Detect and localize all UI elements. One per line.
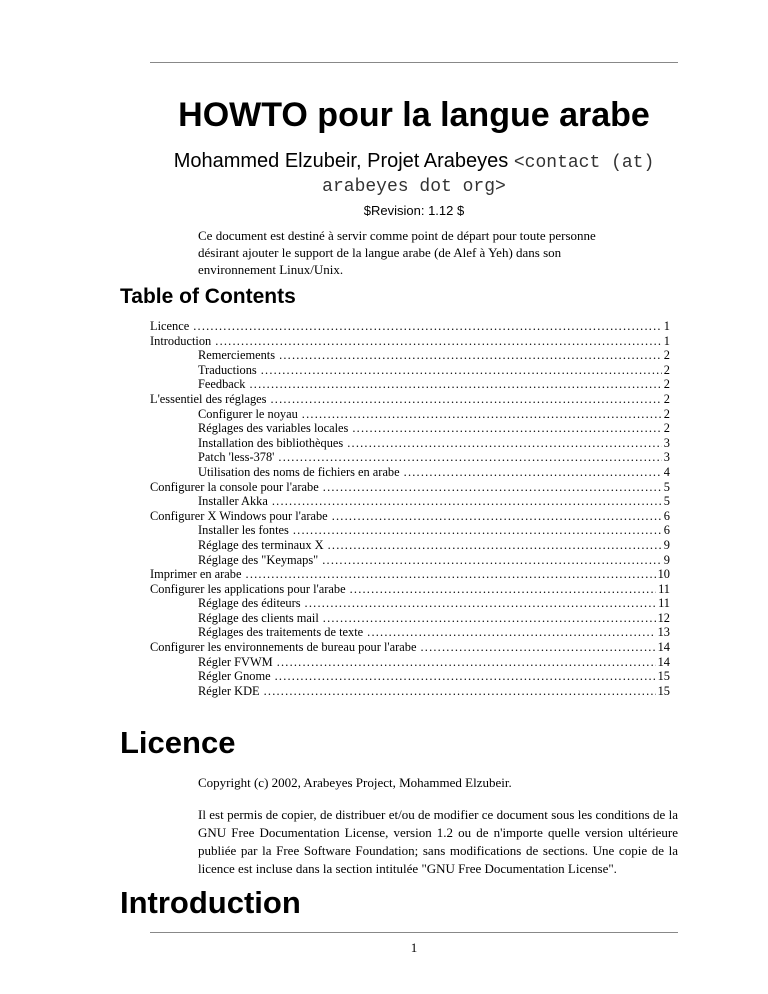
toc-entry-page: 2 bbox=[663, 377, 670, 392]
dot-leader bbox=[367, 625, 655, 640]
dot-leader bbox=[279, 348, 662, 363]
toc-entry[interactable] bbox=[150, 494, 670, 509]
toc-entry-label[interactable]: Imprimer en arabe bbox=[150, 567, 242, 582]
toc-entry[interactable] bbox=[150, 596, 670, 611]
toc-entry-page: 15 bbox=[657, 669, 670, 684]
toc-entry[interactable] bbox=[150, 582, 670, 597]
toc-entry-page: 5 bbox=[663, 494, 670, 509]
toc-entry-label[interactable]: Réglage des clients mail bbox=[198, 610, 319, 625]
toc-entry-label[interactable]: Réglages des traitements de texte bbox=[198, 625, 364, 640]
dot-leader bbox=[261, 363, 662, 378]
toc-entry[interactable] bbox=[150, 523, 670, 538]
revision: $Revision: 1.12 $ bbox=[363, 203, 465, 218]
toc-entry-page: 11 bbox=[658, 581, 670, 596]
toc-entry-page: 2 bbox=[663, 362, 670, 377]
toc-entry-page: 12 bbox=[657, 610, 670, 625]
author-name: Mohammed Elzubeir, Projet Arabeyes bbox=[173, 150, 509, 172]
toc-entry-page: 2 bbox=[663, 348, 670, 363]
toc-entry-page: 5 bbox=[663, 479, 670, 494]
bottom-rule bbox=[150, 932, 678, 933]
toc-entry[interactable] bbox=[150, 538, 670, 553]
dot-leader bbox=[264, 684, 656, 699]
dot-leader bbox=[322, 553, 662, 568]
toc-entry-label[interactable]: Remerciements bbox=[198, 348, 276, 363]
toc-entry[interactable] bbox=[150, 319, 670, 334]
abstract: Ce document est destiné à servir comme point de départ pour toute personne désirant ajouter le support de la langue arabe (de Alef à Yeh) dans son environnement Linux/Unix. bbox=[198, 228, 596, 277]
toc-entry-page: 6 bbox=[663, 508, 670, 523]
document-title: HOWTO pour la langue arabe bbox=[178, 96, 650, 134]
toc-entry-page: 9 bbox=[663, 537, 670, 552]
dot-leader bbox=[272, 494, 662, 509]
top-rule bbox=[150, 62, 678, 63]
dot-leader bbox=[323, 611, 656, 626]
toc-entry[interactable] bbox=[150, 450, 670, 465]
toc-entry[interactable] bbox=[150, 421, 670, 436]
toc-entry-label[interactable]: Configurer la console pour l'arabe bbox=[150, 479, 319, 494]
toc-entry-label[interactable]: Utilisation des noms de fichiers en arabe bbox=[198, 464, 400, 479]
toc-entry-page: 14 bbox=[657, 640, 670, 655]
toc-entry-page: 2 bbox=[663, 391, 670, 406]
toc-entry-page: 14 bbox=[657, 654, 670, 669]
dot-leader bbox=[277, 655, 656, 670]
toc-entry-label[interactable]: Traductions bbox=[198, 362, 257, 377]
introduction-heading: Introduction bbox=[120, 885, 301, 920]
toc-entry-page: 1 bbox=[663, 333, 670, 348]
toc-entry-label[interactable]: Réglage des éditeurs bbox=[198, 596, 301, 611]
toc-entry-label[interactable]: Régler KDE bbox=[198, 683, 260, 698]
toc-entry-page: 9 bbox=[663, 552, 670, 567]
dot-leader bbox=[328, 538, 662, 553]
toc-entry-page: 3 bbox=[663, 435, 670, 450]
toc-entry-label[interactable]: Réglages des variables locales bbox=[198, 421, 349, 436]
dot-leader bbox=[404, 465, 662, 480]
toc-entry[interactable] bbox=[150, 392, 670, 407]
toc-entry[interactable] bbox=[150, 553, 670, 568]
toc-entry[interactable] bbox=[150, 567, 670, 582]
toc-entry[interactable] bbox=[150, 407, 670, 422]
toc-entry-label[interactable]: Régler Gnome bbox=[198, 669, 271, 684]
toc-entry-label[interactable]: Installation des bibliothèques bbox=[198, 435, 344, 450]
toc-entry[interactable] bbox=[150, 611, 670, 626]
table-of-contents bbox=[150, 319, 670, 698]
dot-leader bbox=[420, 640, 655, 655]
toc-entry[interactable] bbox=[150, 436, 670, 451]
toc-entry-page: 2 bbox=[663, 421, 670, 436]
toc-entry-page: 3 bbox=[663, 450, 670, 465]
dot-leader bbox=[193, 319, 662, 334]
toc-entry[interactable] bbox=[150, 480, 670, 495]
toc-entry[interactable] bbox=[150, 509, 670, 524]
toc-entry-label[interactable]: Réglage des "Keymaps" bbox=[198, 552, 319, 567]
toc-entry[interactable] bbox=[150, 640, 670, 655]
toc-entry-page: 2 bbox=[663, 406, 670, 421]
toc-entry-label[interactable]: Installer les fontes bbox=[198, 523, 289, 538]
toc-entry[interactable] bbox=[150, 377, 670, 392]
toc-entry-page: 15 bbox=[657, 683, 670, 698]
dot-leader bbox=[278, 450, 661, 465]
toc-entry-page: 13 bbox=[657, 625, 670, 640]
dot-leader bbox=[275, 669, 656, 684]
dot-leader bbox=[332, 509, 662, 524]
toc-heading: Table of Contents bbox=[120, 285, 296, 308]
dot-leader bbox=[350, 582, 656, 597]
author-line bbox=[150, 150, 678, 198]
dot-leader bbox=[249, 377, 661, 392]
licence-heading: Licence bbox=[120, 725, 236, 760]
toc-entry-label[interactable]: Introduction bbox=[150, 333, 212, 348]
toc-entry[interactable] bbox=[150, 348, 670, 363]
author-email: <contact (at) arabeyes dot org> bbox=[322, 153, 655, 197]
toc-entry-page: 11 bbox=[658, 596, 670, 611]
toc-entry-label[interactable]: Configurer le noyau bbox=[198, 406, 298, 421]
header-block bbox=[0, 150, 768, 278]
toc-entry[interactable] bbox=[150, 334, 670, 349]
dot-leader bbox=[270, 392, 661, 407]
toc-entry-page: 6 bbox=[663, 523, 670, 538]
toc-entry-label[interactable]: Régler FVWM bbox=[198, 654, 273, 669]
dot-leader bbox=[347, 436, 662, 451]
page-number: 1 bbox=[410, 940, 418, 955]
toc-entry[interactable] bbox=[150, 684, 670, 699]
toc-entry-label[interactable]: Configurer X Windows pour l'arabe bbox=[150, 508, 328, 523]
toc-entry-label[interactable]: Patch 'less-378' bbox=[198, 450, 275, 465]
dot-leader bbox=[305, 596, 657, 611]
toc-entry[interactable] bbox=[150, 363, 670, 378]
toc-entry-page: 4 bbox=[663, 464, 670, 479]
toc-entry[interactable] bbox=[150, 625, 670, 640]
toc-entry-label[interactable]: Licence bbox=[150, 319, 190, 333]
toc-entry-label[interactable]: Feedback bbox=[198, 377, 246, 392]
licence-text: Il est permis de copier, de distribuer et/ou de modifier ce document sous les conditions de la GNU Free Documentation License, version 1.2 ou de n'importe quelle version ultérieure publiée par la Free Software Foundation; sans modifications de sections. Une copie de la licence est incluse dans la section intitulée "GNU Free Documentation License". bbox=[198, 807, 678, 876]
toc-entry-label[interactable]: Configurer les environnements de bureau pour l'arabe bbox=[150, 640, 417, 655]
toc-entry-label[interactable]: Configurer les applications pour l'arabe bbox=[150, 581, 346, 596]
toc-entry-label[interactable]: Installer Akka bbox=[198, 494, 268, 509]
dot-leader bbox=[352, 421, 661, 436]
toc-entry-label[interactable]: Réglage des terminaux X bbox=[198, 537, 324, 552]
dot-leader bbox=[323, 480, 662, 495]
toc-entry-page: 1 bbox=[663, 319, 670, 333]
toc-entry[interactable] bbox=[150, 669, 670, 684]
dot-leader bbox=[293, 523, 662, 538]
dot-leader bbox=[246, 567, 656, 582]
toc-entry-label[interactable]: L'essentiel des réglages bbox=[150, 391, 267, 406]
toc-entry-page: 10 bbox=[657, 567, 670, 582]
toc-entry[interactable] bbox=[150, 465, 670, 480]
dot-leader bbox=[215, 334, 662, 349]
copyright-text: Copyright (c) 2002, Arabeyes Project, Mohammed Elzubeir. bbox=[198, 775, 512, 790]
dot-leader bbox=[302, 407, 662, 422]
toc-entry[interactable] bbox=[150, 655, 670, 670]
